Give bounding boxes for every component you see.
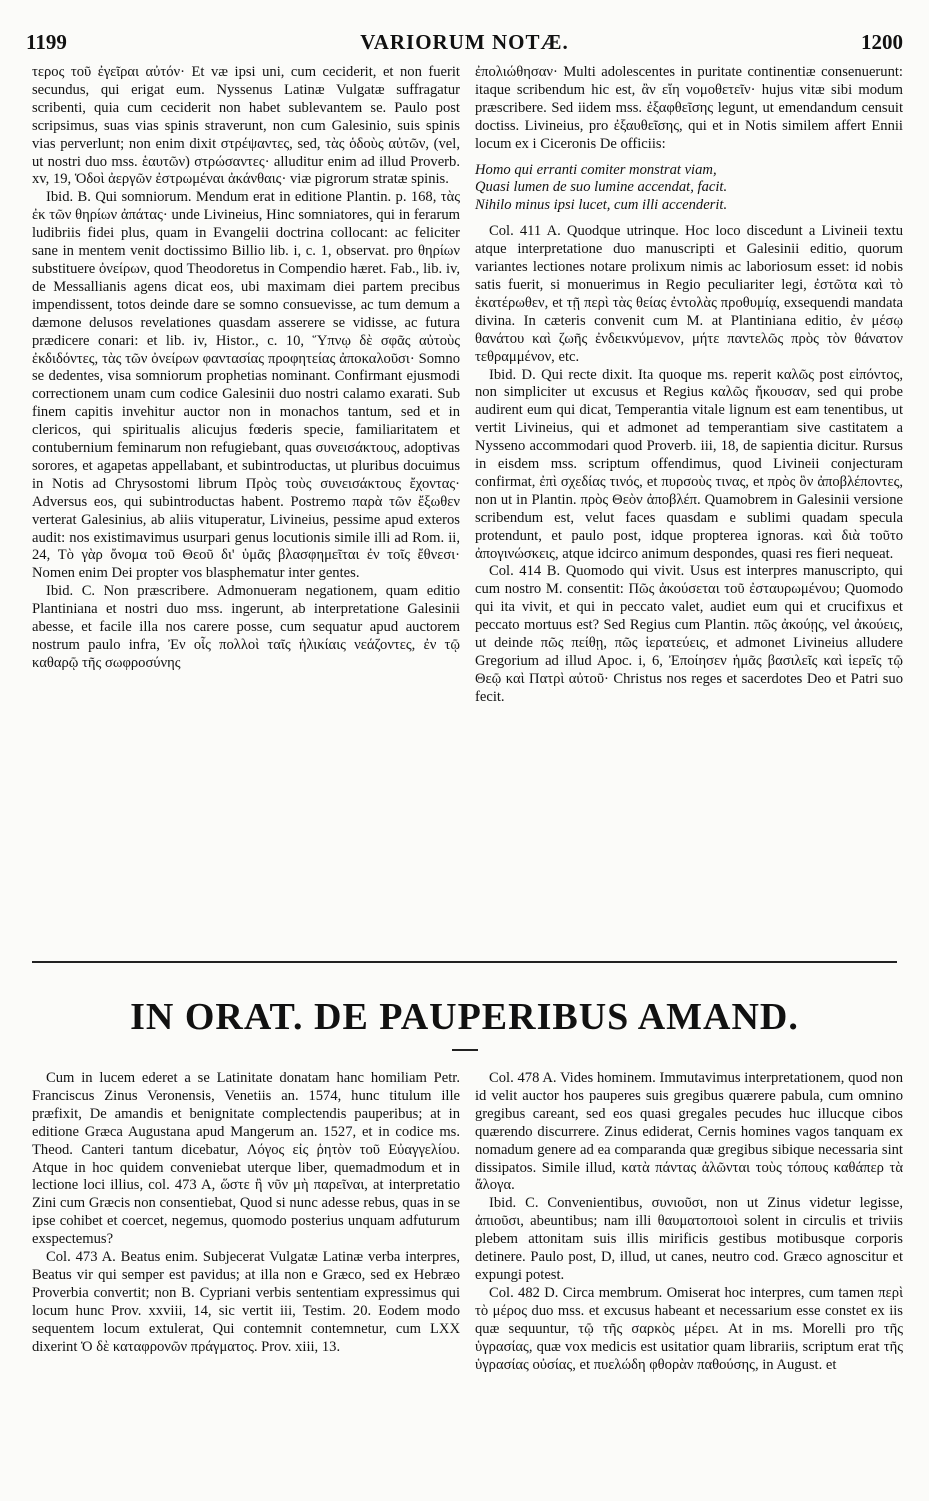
verse-line: Homo qui erranti comiter monstrat viam, — [475, 161, 717, 178]
column-bottom-right — [475, 1070, 903, 1490]
paragraph: τερος τοῦ ἐγεῖραι αὐτόν· Et væ ipsi uni, cum ceciderit, et non fuerit secundus, qui erigat eum. Nyssenus Latinæ Vulgatæ suffragatur scribenti, quia cum ceciderit non habet sublevantem se. Paulo post scripsimus, suas vias spinis straverunt, non cum Galesinio, suis spinis vias perverlunt; non enim dixit στρέψαντες, sed, τὰς ὁδοὺς αὐτῶν, (vel, ut nostri duo mss. ἑαυτῶν) στρώσαντες· alluditur enim ad illud Proverb. xv, 19, Ὁδοὶ ἀεργῶν ἐστρωμέναι ἀκάνθαις· viæ pigrorum stratæ spinis. — [32, 64, 460, 188]
paragraph: Col. 482 D. Circa membrum. Omiserat hoc interpres, cum tamen περὶ τὸ μέρος duo mss. et excusus habeant et necessarium esse constet ex iis quæ sequuntur, τῷ τῆς σαρκὸς μέρει. At in ms. Morelli pro τῆς ὑγρασίας, quæ vox medicis est usitatior quam librariis, scriptum erat τῆς ὑγρασίας οὐσίας, et πυελώδη φθορὰν παθούσης, in August. et — [475, 1284, 903, 1373]
verse-line: Quasi lumen de suo lumine accendat, facit. — [475, 179, 728, 196]
paragraph: Ibid. B. Qui somniorum. Mendum erat in editione Plantin. p. 168, τὰς ἐκ τῶν θηρίων ἀπάτας· unde Livineius, Hinc somniatores, qui in ferarum ludibriis fidei plus, quam in Evangelii doctrina collocant: ac feliciter sane in mentem venit doctissimo Billio lib. i, c. 1, observat. pro θηρίων substituere ὀνείρων, quod Theodoretus in Compendio hæret. Fab., lib. iv, de Messallianis agens dicat eos, ubi maximam diei partem precibus impendissent, totos deinde dare se somno consuevisse, ac tum demum a dæmone delusos revelationes quasdam asserere se vidisse, ac futura prædicere conari: et lib. iv, Histor., c. 10, Ὕπνῳ δὲ σφᾶς αὐτοὺς ἐκδιδόντες, τὰς τῶν ὀνείρων φαντασίας προφητείας ἀποκαλοῦσι· Somno se dedentes, visa somniorum prophetias nominant. Confirmant ejusmodi correctionem unam cum codice Galesinii duo nostri calamo exarati. Sub finem capitis invehitur auctor non in monachos tantum, sed et in clericos, qui spiritualis alicujus fœderis specie, familiaritatem et contubernium feminarum non refugiebant, quas συνεισάκτους, adoptivas sorores, et agapetas appellabant, et subintroductas, ut pluribus docuimus in Notis ad Chrysostomi librum Πρὸς τοὺς συνεισάκτους ἔχοντας· Adversus eos, qui subintroductas habent. Postremo παρὰ τῶν ἔξωθεν verterat Galesinius, ab aliis vituperatur, Livineius, pessime apud exteros audit: nos existimavimus usurpari genus locutionis simile illi ad Rom. ii, 24, Τὸ γὰρ ὄνομα τοῦ Θεοῦ δι' ὑμᾶς βλασφημεῖται ἐν τοῖς ἔθνεσι· Nomen enim Dei propter vos blasphematur inter gentes. — [32, 189, 460, 582]
column-bottom-left — [32, 1070, 460, 1490]
paragraph: Col. 414 B. Quomodo qui vivit. Usus est interpres manuscripto, qui cum nostro M. consentit: Πῶς ἀκούσεται τοῦ ἐσταυρωμένου; Quomodo qui ita vivit, et qui in peccato valet, audiet eum qui et crucifixus et peccato mortuus est? Sed Regius cum Plantin. πῶς ἀκούῃς, vel ἀκούεις, ut deinde πῶς πείθῃ, πῶς ἱερατεύεις, et admonet Livineius alludere Gregorium ad illud Apoc. i, 6, Ἐποίησεν ἡμᾶς βασιλεῖς καὶ ἱερεῖς τῷ Θεῷ καὶ Πατρὶ αὐτοῦ· Christus nos reges et sacerdotes Deo et Patri suo fecit. — [475, 563, 903, 705]
running-header — [26, 30, 903, 60]
page-number-right: 1200 — [861, 30, 903, 54]
paragraph: Col. 411 A. Quodque utrinque. Hoc loco discedunt a Livineii textu atque interpretatione duo manuscripti et Galesinii editio, quorum variantes lectiones notare prolixum nimis ac laboriosum esset: id nobis satis fuerit, si monuerimus in Regio peculiariter legi, ἐστῶτα καὶ τὸ ἑκατέρωθεν, et τῇ περὶ τὰς θείας ἐντολὰς προθυμίᾳ, exsequendi mandata divina. In cæteris convenit cum M. at Plantiniana editio, ἐν μέσῳ θανάτου καὶ ζωῆς ἐνδεικνύμενον, μήτε παντελῶς πρὸς τὸν θάνατον τεθραμμένον, etc. — [475, 223, 903, 365]
page-number-left: 1199 — [26, 30, 67, 54]
paragraph: ἐπολιώθησαν· Multi adolescentes in puritate continentiæ consenuerunt: itaque scribendum hic est, ἂν εἴη νομοθετεῖν· hujus vitæ sibi modum præscribere. Sed iidem mss. ἐξαφθεῖσης legunt, ut emendandum censuit doctiss. Livineius, pro ἐξαυθεῖσης, qui et in Notis similem affert Ennii locum ex i Ciceronis De officiis: — [475, 64, 903, 152]
paragraph: Col. 478 A. Vides hominem. Immutavimus interpretationem, quod non id velit auctor hos pauperes suis gregibus quærere pabula, cum omnino gregibus careant, sed eos quasi gregales pecudes huc illucque cibos quærendo discurrere. Zinus ediderat, Cernis homines vagos tanquam ex nomadum genere ad ea comparanda quæ gregibus sibique necessaria sint dissipatos. Simile illud, κατὰ πάντας ἀλῶνται τοὺς τόπους καθάπερ τὰ ἄλογα. — [475, 1070, 903, 1194]
paragraph: Ibid. D. Qui recte dixit. Ita quoque ms. reperit καλῶς post εἰπόντος, non simpliciter ut excusus et Regius καλῶς ἤκουσαν, sed qui probe audirent eum qui dicat, Temperantia vitale lignum est eam tenentibus, ut vertit Livineius, qui et admonet ad temperantiam sive castitatem a Nysseno accommodari quod Proverb. iii, 18, de sapientia dicitur. Rursus in eisdem mss. scriptum offendimus, quod Livineii conjecturam confirmat, ἐπὶ σχεδίας τινός, et πυρσοὺς τινας, et πρὸς ὃν ἀποβλέποντες, non ut in Plantin. πρὸς Θεὸν ἀποβλέπ. Quamobrem in Galesinii versione scribendum est, velut faces quasdam e sublimi quadam specula protendunt, et paulo post, idque propterea ignoras. καὶ διὰ τοῦτο ἀπογινώσκεις, atque idcirco animum despondes, quasi res fieri nequeat. — [475, 366, 903, 562]
section-divider — [32, 961, 897, 963]
paragraph: Cum in lucem ederet a se Latinitate donatam hanc homiliam Petr. Franciscus Zinus Veronensis, Venetiis an. 1574, hunc titulum ille præfixit, De amandis et benignitate complectendis pauperibus; at in editione Græca Augustana apud Mangerum an. 1527, et in codice ms. Theod. Canteri tantum dicebatur, Λόγος εἰς ῥητὸν τοῦ Εὐαγγελίου. Atque in hoc quidem conveniebat uterque liber, quemadmodum et in lectione loci illius, col. 473 A, ὥστε ἢ νῦν μὴ παρεῖναι, at interpretatio Zini cum Græcis non consentiebat, Quod si nunc adesse rebus, quas in se ipse cohibet et coercet, negemus, quomodo posterius unquam adfuturum exspectemus? — [32, 1070, 460, 1248]
column-top-right — [475, 64, 903, 916]
paragraph: Ibid. C. Convenientibus, συνιοῦσι, non ut Zinus videtur legisse, ἀπιοῦσι, abeuntibus; nam illi θαυματοποιοὶ solent in circulis et triviis plebem attonitam suis illis mirificis gestibus motibusque corporis detinere. Paulo post, D, illud, ut canes, neutro cod. Græco agnoscitur et expungi potest. — [475, 1195, 903, 1283]
verse-quotation — [475, 162, 903, 216]
paragraph: Ibid. C. Non præscribere. Admonueram negationem, quam editio Plantiniana et nostri duo mss. ingerunt, ab interpretatione Galesinii abesse, et facile illa nos carere posse, cum sequatur apud auctorem nostrum paulo infra, Ἐν οἷς πολλοὶ ταῖς ἡλικίαις νεάζοντες, ἐν τῷ καθαρῷ τῆς σωφροσύνης — [32, 583, 460, 671]
running-title: VARIORUM NOTÆ. — [360, 30, 569, 54]
section-title: IN ORAT. DE PAUPERIBUS AMAND. — [130, 996, 799, 1038]
paragraph: Col. 473 A. Beatus enim. Subjecerat Vulgatæ Latinæ verba interpres, Beatus vir qui semper est pavidus; at illa non e Græco, sed ex Hebræo Proverbia convertit; non B. Cypriani verbis sententiam expressimus qui locum hunc Prov. xxviii, 14, sic vertit iii, Testim. 20. Eodem modo sequentem locum extulerat, Qui contemnit contemnetur, cum LXX dixerint Ὁ δὲ καταφρονῶν πράγματος. Prov. xiii, 13. — [32, 1249, 460, 1355]
verse-line: Nihilo minus ipsi lucet, cum illi accenderit. — [475, 197, 728, 214]
column-top-left — [32, 64, 460, 916]
title-underline — [452, 1049, 478, 1051]
